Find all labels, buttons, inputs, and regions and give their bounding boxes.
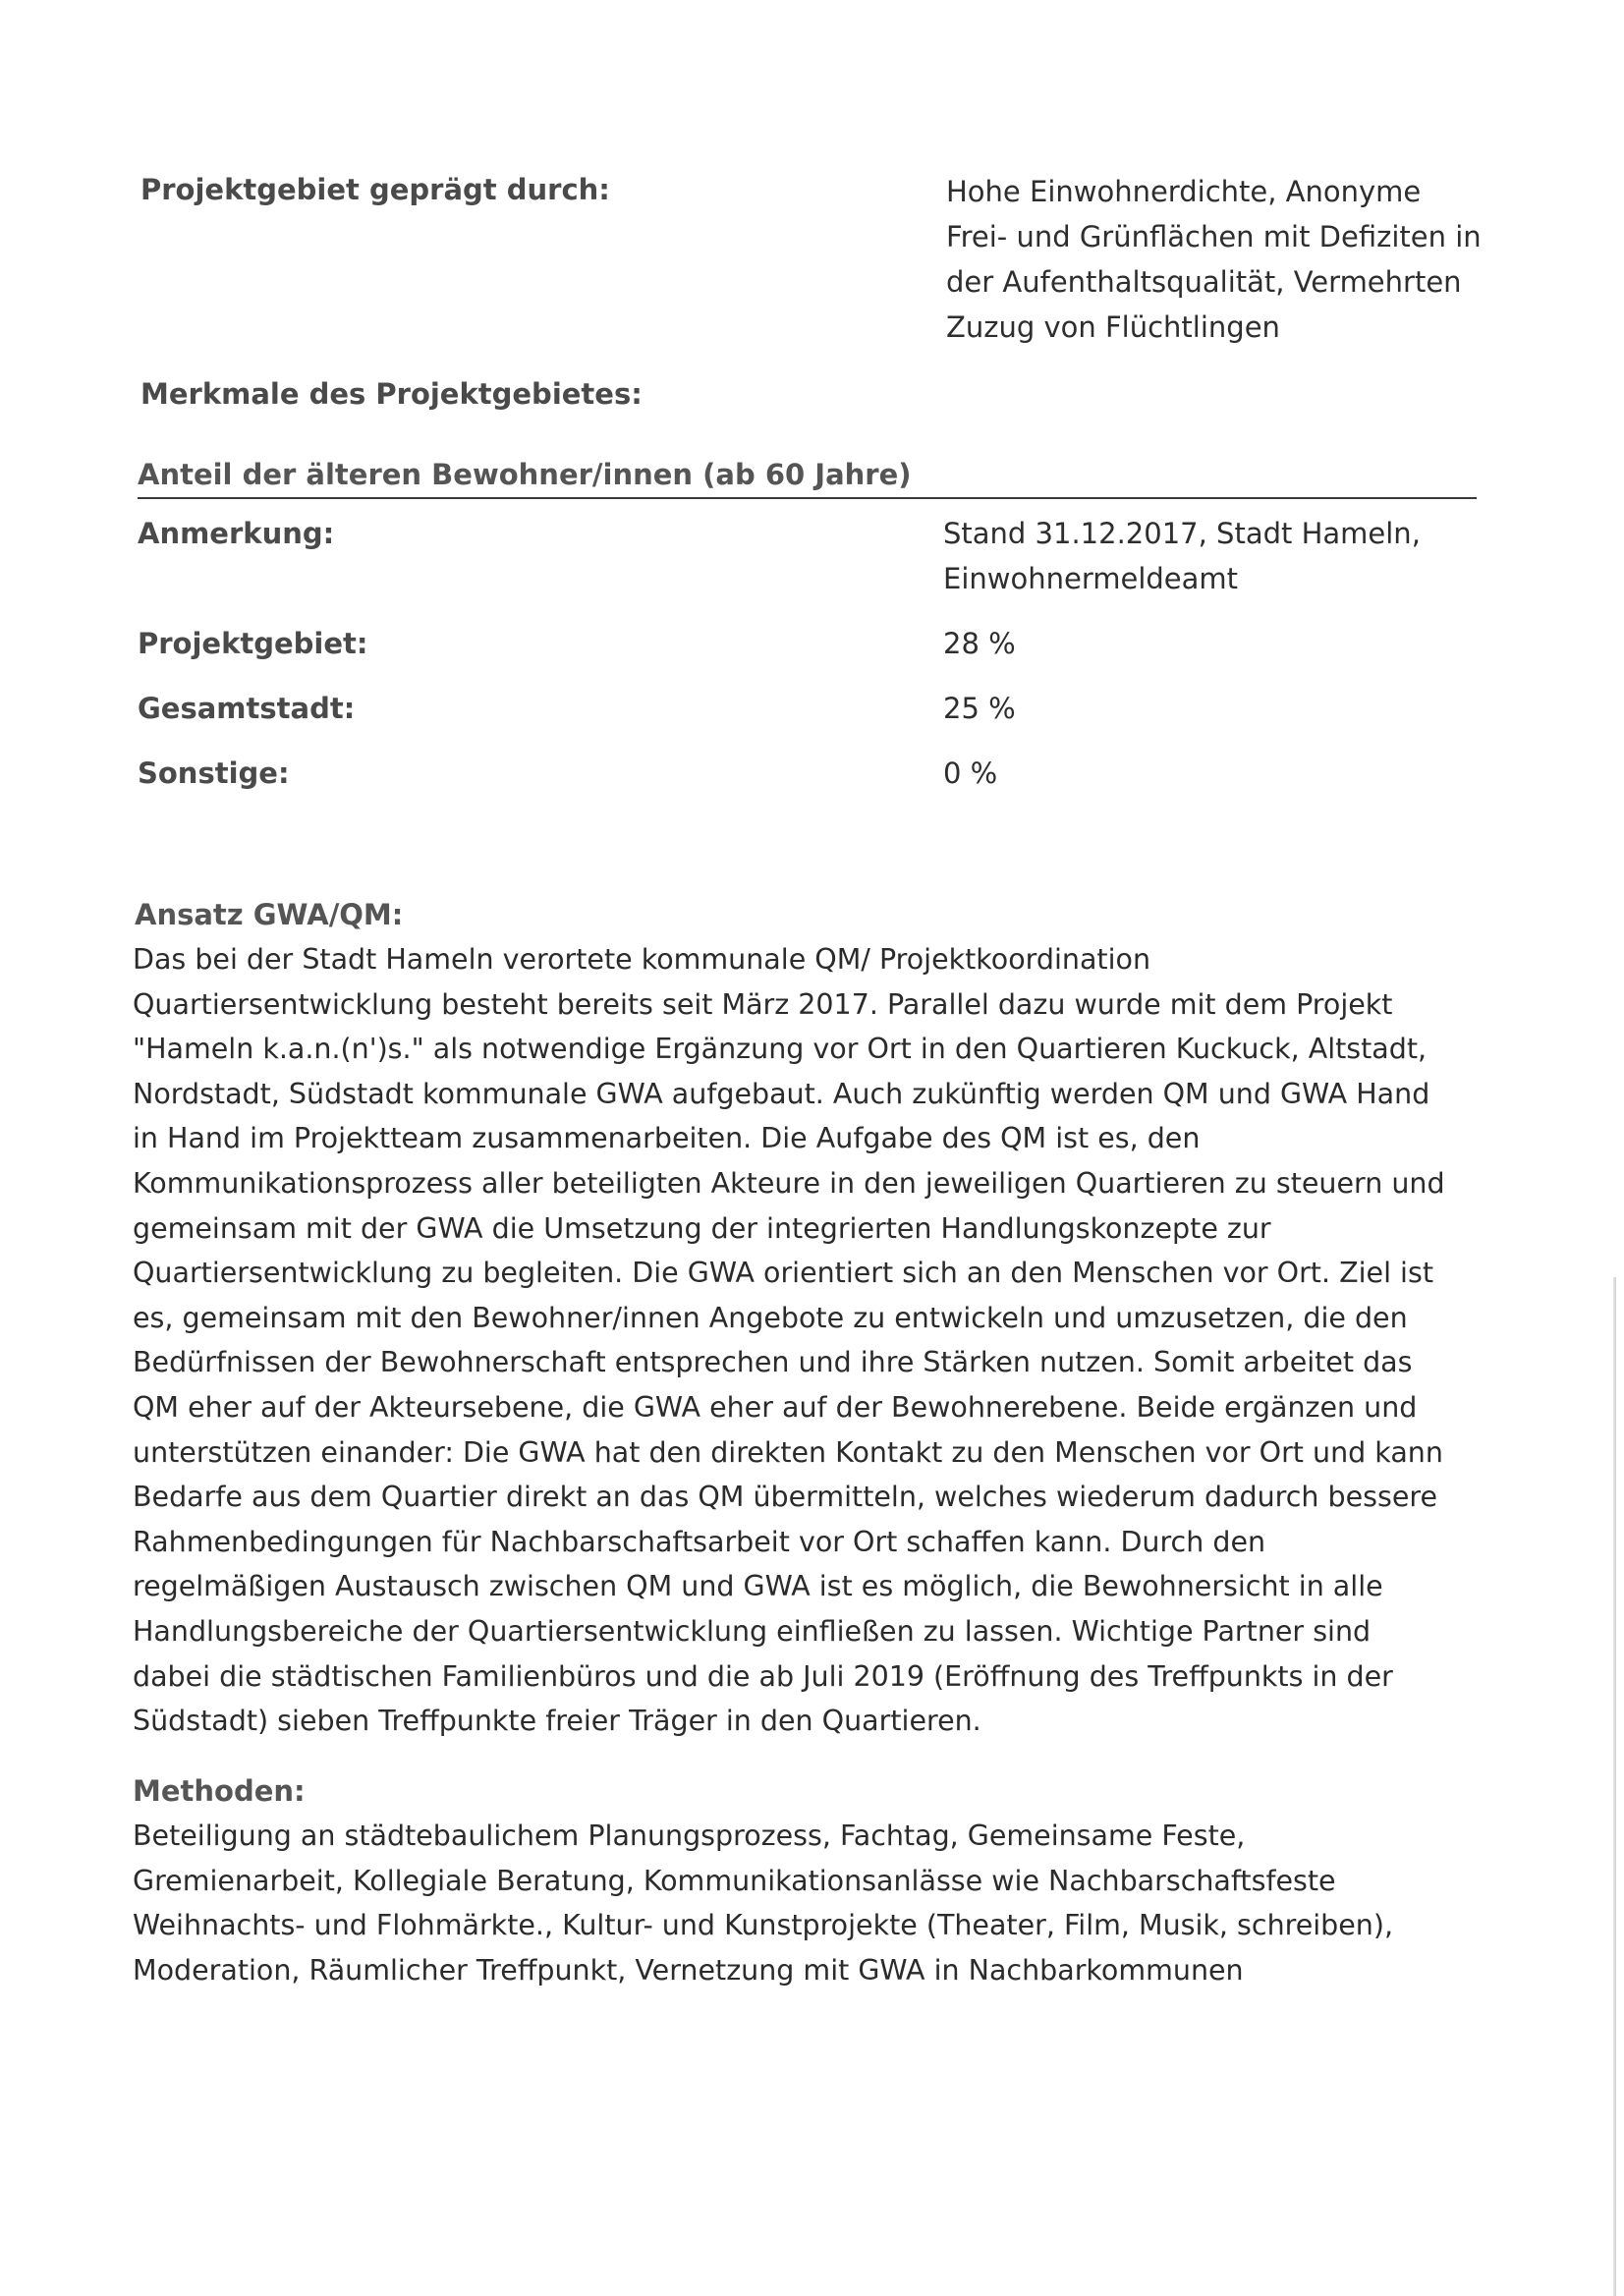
value-line: Einwohnermeldeamt bbox=[943, 562, 1239, 595]
paragraph-line: Rahmenbedingungen für Nachbarschaftsarbeit vor Ort schaffen kann. Durch den bbox=[133, 1525, 1266, 1558]
paragraph-line: Quartiersentwicklung besteht bereits seit März 2017. Parallel dazu wurde mit dem Projekt bbox=[133, 987, 1393, 1021]
label-merkmale-projektgebiet: Merkmale des Projektgebietes: bbox=[140, 377, 643, 411]
value-line: Hohe Einwohnerdichte, Anonyme bbox=[946, 175, 1422, 208]
section-title-methoden: Methoden: bbox=[133, 1774, 306, 1808]
value-gesamtstadt: 25 % bbox=[943, 692, 1016, 725]
paragraph-line: "Hameln k.a.n.(n')s." als notwendige Ergänzung vor Ort in den Quartieren Kuckuck, Altstadt, bbox=[133, 1033, 1428, 1066]
paragraph-line: dabei die städtischen Familienbüros und die ab Juli 2019 (Eröffnung des Treffpunkts in der bbox=[133, 1659, 1393, 1693]
paragraph-line: Moderation, Räumlicher Treffpunkt, Vernetzung mit GWA in Nachbarkommunen bbox=[133, 1953, 1244, 1987]
section-divider bbox=[138, 497, 1477, 499]
value-line: Zuzug von Flüchtlingen bbox=[946, 310, 1280, 344]
paragraph-line: Bedarfe aus dem Quartier direkt an das QM übermitteln, welches wiederum dadurch bessere bbox=[133, 1481, 1438, 1514]
paragraph-line: Beteiligung an städtebaulichem Planungsprozess, Fachtag, Gemeinsame Feste, bbox=[133, 1820, 1246, 1852]
paragraph-line: unterstützen einander: Die GWA hat den direkten Kontakt zu den Menschen vor Ort und kann bbox=[133, 1435, 1443, 1469]
paragraph-line: Kommunikationsprozess aller beteiligten Akteure in den jeweiligen Quartieren zu steuern und bbox=[133, 1166, 1445, 1200]
section-title-anteil: Anteil der älteren Bewohner/innen (ab 60 Jahre) bbox=[138, 458, 912, 491]
label-sonstige: Sonstige: bbox=[138, 756, 290, 790]
paragraph-line: Südstadt) sieben Treffpunkte freier Träger in den Quartieren. bbox=[133, 1705, 981, 1738]
ansatz-paragraph bbox=[133, 937, 1445, 1744]
paragraph-line: Gremienarbeit, Kollegiale Beratung, Kommunikationsanlässe wie Nachbarschaftsfeste bbox=[133, 1864, 1336, 1897]
paragraph-line: in Hand im Projektteam zusammenarbeiten. Die Aufgabe des QM ist es, den bbox=[133, 1122, 1201, 1155]
paragraph-line: Weihnachts- und Flohmärkte., Kultur- und Kunstprojekte (Theater, Film, Musik, schreiben), bbox=[133, 1909, 1394, 1942]
value-sonstige: 0 % bbox=[943, 756, 998, 790]
paragraph-line: Nordstadt, Südstadt kommunale GWA aufgebaut. Auch zukünftig werden QM und GWA Hand bbox=[133, 1077, 1430, 1110]
value-projektgebiet-gepraegt bbox=[946, 169, 1482, 350]
paragraph-line: Handlungsbereiche der Quartiersentwicklung einfließen zu lassen. Wichtige Partner sind bbox=[133, 1614, 1372, 1648]
paragraph-line: Das bei der Stadt Hameln verortete kommunale QM/ Projektkoordination bbox=[133, 943, 1151, 976]
paragraph-line: Bedürfnissen der Bewohnerschaft entsprechen und ihre Stärken nutzen. Somit arbeitet das bbox=[133, 1346, 1413, 1379]
paragraph-line: es, gemeinsam mit den Bewohner/innen Angebote zu entwickeln und umzusetzen, die den bbox=[133, 1301, 1408, 1334]
value-line: der Aufenthaltsqualität, Vermehrten bbox=[946, 265, 1462, 299]
value-projektgebiet: 28 % bbox=[943, 627, 1016, 660]
scan-edge-shadow bbox=[1613, 1277, 1616, 2296]
paragraph-line: gemeinsam mit der GWA die Umsetzung der integrierten Handlungskonzepte zur bbox=[133, 1211, 1271, 1245]
label-projektgebiet-gepraegt: Projektgebiet geprägt durch: bbox=[140, 173, 610, 206]
paragraph-line: Quartiersentwicklung zu begleiten. Die GWA orientiert sich an den Menschen vor Ort. Ziel ist bbox=[133, 1257, 1433, 1290]
label-anmerkung: Anmerkung: bbox=[138, 517, 335, 550]
section-title-ansatz: Ansatz GWA/QM: bbox=[135, 898, 404, 931]
methoden-paragraph bbox=[133, 1814, 1393, 1992]
paragraph-line: regelmäßigen Austausch zwischen QM und GWA ist es möglich, die Bewohnersicht in alle bbox=[133, 1570, 1383, 1603]
value-line: Frei- und Grünflächen mit Defiziten in bbox=[946, 220, 1482, 253]
value-anmerkung bbox=[943, 511, 1421, 601]
label-gesamtstadt: Gesamtstadt: bbox=[138, 692, 356, 725]
label-projektgebiet: Projektgebiet: bbox=[138, 627, 368, 660]
paragraph-line: QM eher auf der Akteursebene, die GWA eher auf der Bewohnerebene. Beide ergänzen und bbox=[133, 1390, 1418, 1424]
value-line: Stand 31.12.2017, Stadt Hameln, bbox=[943, 517, 1421, 550]
